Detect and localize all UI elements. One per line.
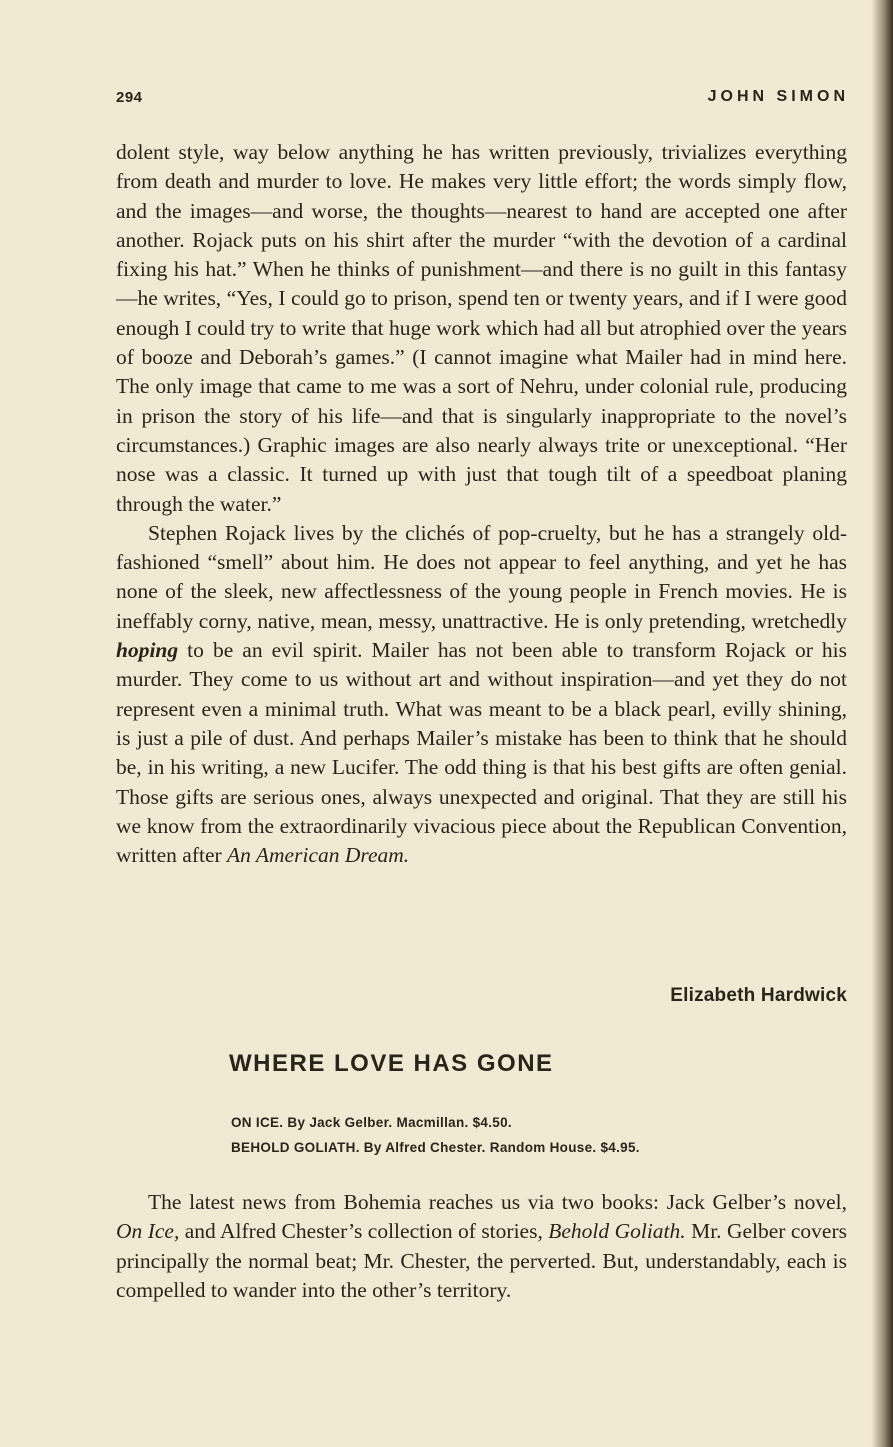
paragraph <box>116 519 847 871</box>
text-run: dolent style, way below anything he has written previously, trivializes everything from death and murder to love. He makes very little effort; the words simply flow, and the images—and worse, the thoughts—nearest to hand are accepted one after another. Rojack puts on his shirt after the murder “with the devotion of a cardinal fixing his hat.” When he thinks of punishment—and there is no guilt in this fantasy—he writes, “Yes, I could go to prison, spend ten or twenty years, and if I were good enough I could try to write that huge work which had all but atrophied over the years of booze and Deborah’s games.” (I cannot imagine what Mailer had in mind here. The only image that came to me was a sort of Nehru, under colonial rule, producing in prison the story of his life—and that is singularly inappropriate to the novel’s circumstances.) Graphic images are also nearly always trite or unexceptional. “Her nose was a classic. It turned up with just that tough tilt of a speedboat planing through the water.” <box>116 140 847 516</box>
reviewer-signature: Elizabeth Hardwick <box>670 985 847 1006</box>
book-title-italic: An American Dream. <box>227 843 410 868</box>
text-run: to be an evil spirit. Mailer has not been able to transform Rojack or his murder. They come to us without art and without inspiration—and yet they do not represent even a minimal truth. What was meant to be a black pearl, evilly shining, is just a pile of dust. And perhaps Mailer’s mistake has been to think that he should be, in his writing, a new Lucifer. The odd thing is that his best gifts are often genial. Those gifts are serious ones, always unexpected and original. That they are still his we know from the extraordinarily vivacious piece about the Republican Convention, written after <box>116 638 847 868</box>
running-head: JOHN SIMON <box>707 88 849 105</box>
book-title-italic: Behold Goliath. <box>548 1219 686 1244</box>
book-list <box>231 1110 640 1160</box>
book-title-italic: On Ice, <box>116 1219 180 1244</box>
paragraph <box>116 1188 847 1305</box>
review-body <box>116 138 847 870</box>
book-entry: BEHOLD GOLIATH. By Alfred Chester. Random House. $4.95. <box>231 1140 640 1155</box>
review-body-2 <box>116 1188 847 1305</box>
text-run: and Alfred Chester’s collection of stories, <box>179 1219 549 1244</box>
emphasis-text: hoping <box>116 638 179 663</box>
page-binding-shadow <box>871 0 893 1447</box>
text-run: Mr. Gelber covers principally the normal beat; Mr. Chester, the perverted. But, understandably, each is compelled to wander into the other’s territory. <box>116 1219 847 1302</box>
text-run: Stephen Rojack lives by the clichés of pop-cruelty, but he has a strangely old-fashioned “smell” about him. He does not appear to feel anything, and yet he has none of the sleek, new affectlessness of the young people in French movies. He is ineffably corny, native, mean, messy, unattractive. He is only pretending, wretchedly <box>116 520 847 633</box>
review-heading: WHERE LOVE HAS GONE <box>229 1050 554 1077</box>
book-entry: ON ICE. By Jack Gelber. Macmillan. $4.50. <box>231 1115 512 1130</box>
text-run: The latest news from Bohemia reaches us via two books: Jack Gelber’s novel, <box>148 1190 847 1214</box>
page-number: 294 <box>116 89 143 106</box>
paragraph <box>116 138 847 519</box>
